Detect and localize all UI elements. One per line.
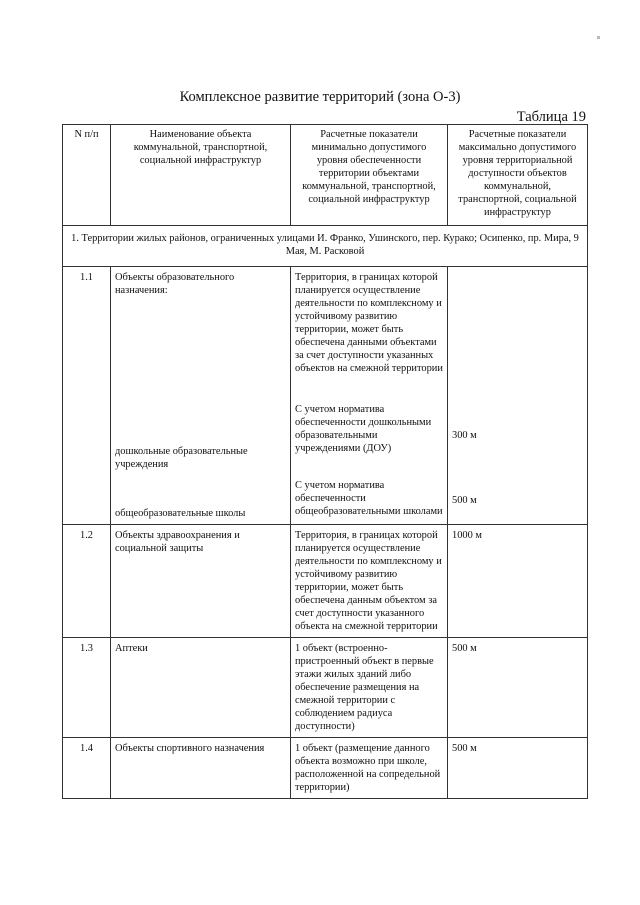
sub-max: 300 м: [452, 430, 477, 441]
row-num-text: 1.1: [80, 272, 93, 283]
row-name: Объекты здравоохранения и социальной защиты: [111, 525, 291, 638]
table-row: [63, 638, 588, 738]
sub-min: С учетом норматива обеспеченности общеобразовательными школами: [295, 480, 443, 517]
table-row: [63, 525, 588, 638]
row-min: 1 объект (размещение данного объекта возможно при школе, расположенной на сопредельной территории): [291, 738, 448, 799]
section-title: 1. Территории жилых районов, ограниченных улицами И. Франко, Ушинского, пер. Курако; Осипенко, пр. Мира, 9 Мая, М. Расковой: [63, 226, 588, 267]
row-num: [63, 267, 111, 525]
row-min: 1 объект (встроенно-пристроенный объект в первые этажи жилых зданий либо обеспечение размещения на смежной территории с соблюдением радиуса доступности): [291, 638, 448, 738]
row-num: 1.4: [63, 738, 111, 799]
sub-name: дошкольные образовательные учреждения: [115, 446, 248, 470]
row-name: [111, 267, 291, 525]
infrastructure-table: [62, 124, 588, 799]
table-row: [63, 267, 588, 525]
header-min: Расчетные показатели минимально допустимого уровня обеспеченности территории объектами коммунальной, транспортной, социальной инфраструктур: [291, 125, 448, 226]
table-label: Таблица 19: [516, 109, 586, 125]
row-name: Аптеки: [111, 638, 291, 738]
row-min-text: Территория, в границах которой планируется осуществление деятельности по комплексному и устойчивому развитию территории, может быть обеспечена данными объектами за счет доступности указанных объектов на смежной территории: [295, 272, 443, 374]
row-num: 1.2: [63, 525, 111, 638]
row-name: Объекты спортивного назначения: [111, 738, 291, 799]
sub-name: общеобразовательные школы: [115, 508, 246, 519]
scan-speck: [597, 36, 600, 39]
section-row: [63, 226, 588, 267]
row-min: [291, 267, 448, 525]
table-row: [63, 738, 588, 799]
row-min: Территория, в границах которой планируется осуществление деятельности по комплексному и устойчивому развитию территории, может быть обеспечена данным объектом за счет доступности указанного объекта на смежной территории: [291, 525, 448, 638]
sub-max: 500 м: [452, 495, 477, 506]
page-title: Комплексное развитие территорий (зона О-3): [179, 89, 461, 105]
header-name: Наименование объекта коммунальной, транспортной, социальной инфраструктур: [111, 125, 291, 226]
row-max-text: [452, 271, 583, 401]
header-num: N п/п: [63, 125, 111, 226]
header-max: Расчетные показатели максимально допустимого уровня территориальной доступности объектов коммунальной, транспортной, социальной инфраструктур: [448, 125, 588, 226]
row-max: [448, 267, 588, 525]
row-name-text: Объекты образовательного назначения:: [115, 272, 235, 296]
row-num: 1.3: [63, 638, 111, 738]
row-max: 500 м: [448, 738, 588, 799]
sub-min: С учетом норматива обеспеченности дошкольными образовательными учреждениями (ДОУ): [295, 404, 432, 454]
row-max: 500 м: [448, 638, 588, 738]
table-header-row: [63, 125, 588, 226]
row-max: 1000 м: [448, 525, 588, 638]
